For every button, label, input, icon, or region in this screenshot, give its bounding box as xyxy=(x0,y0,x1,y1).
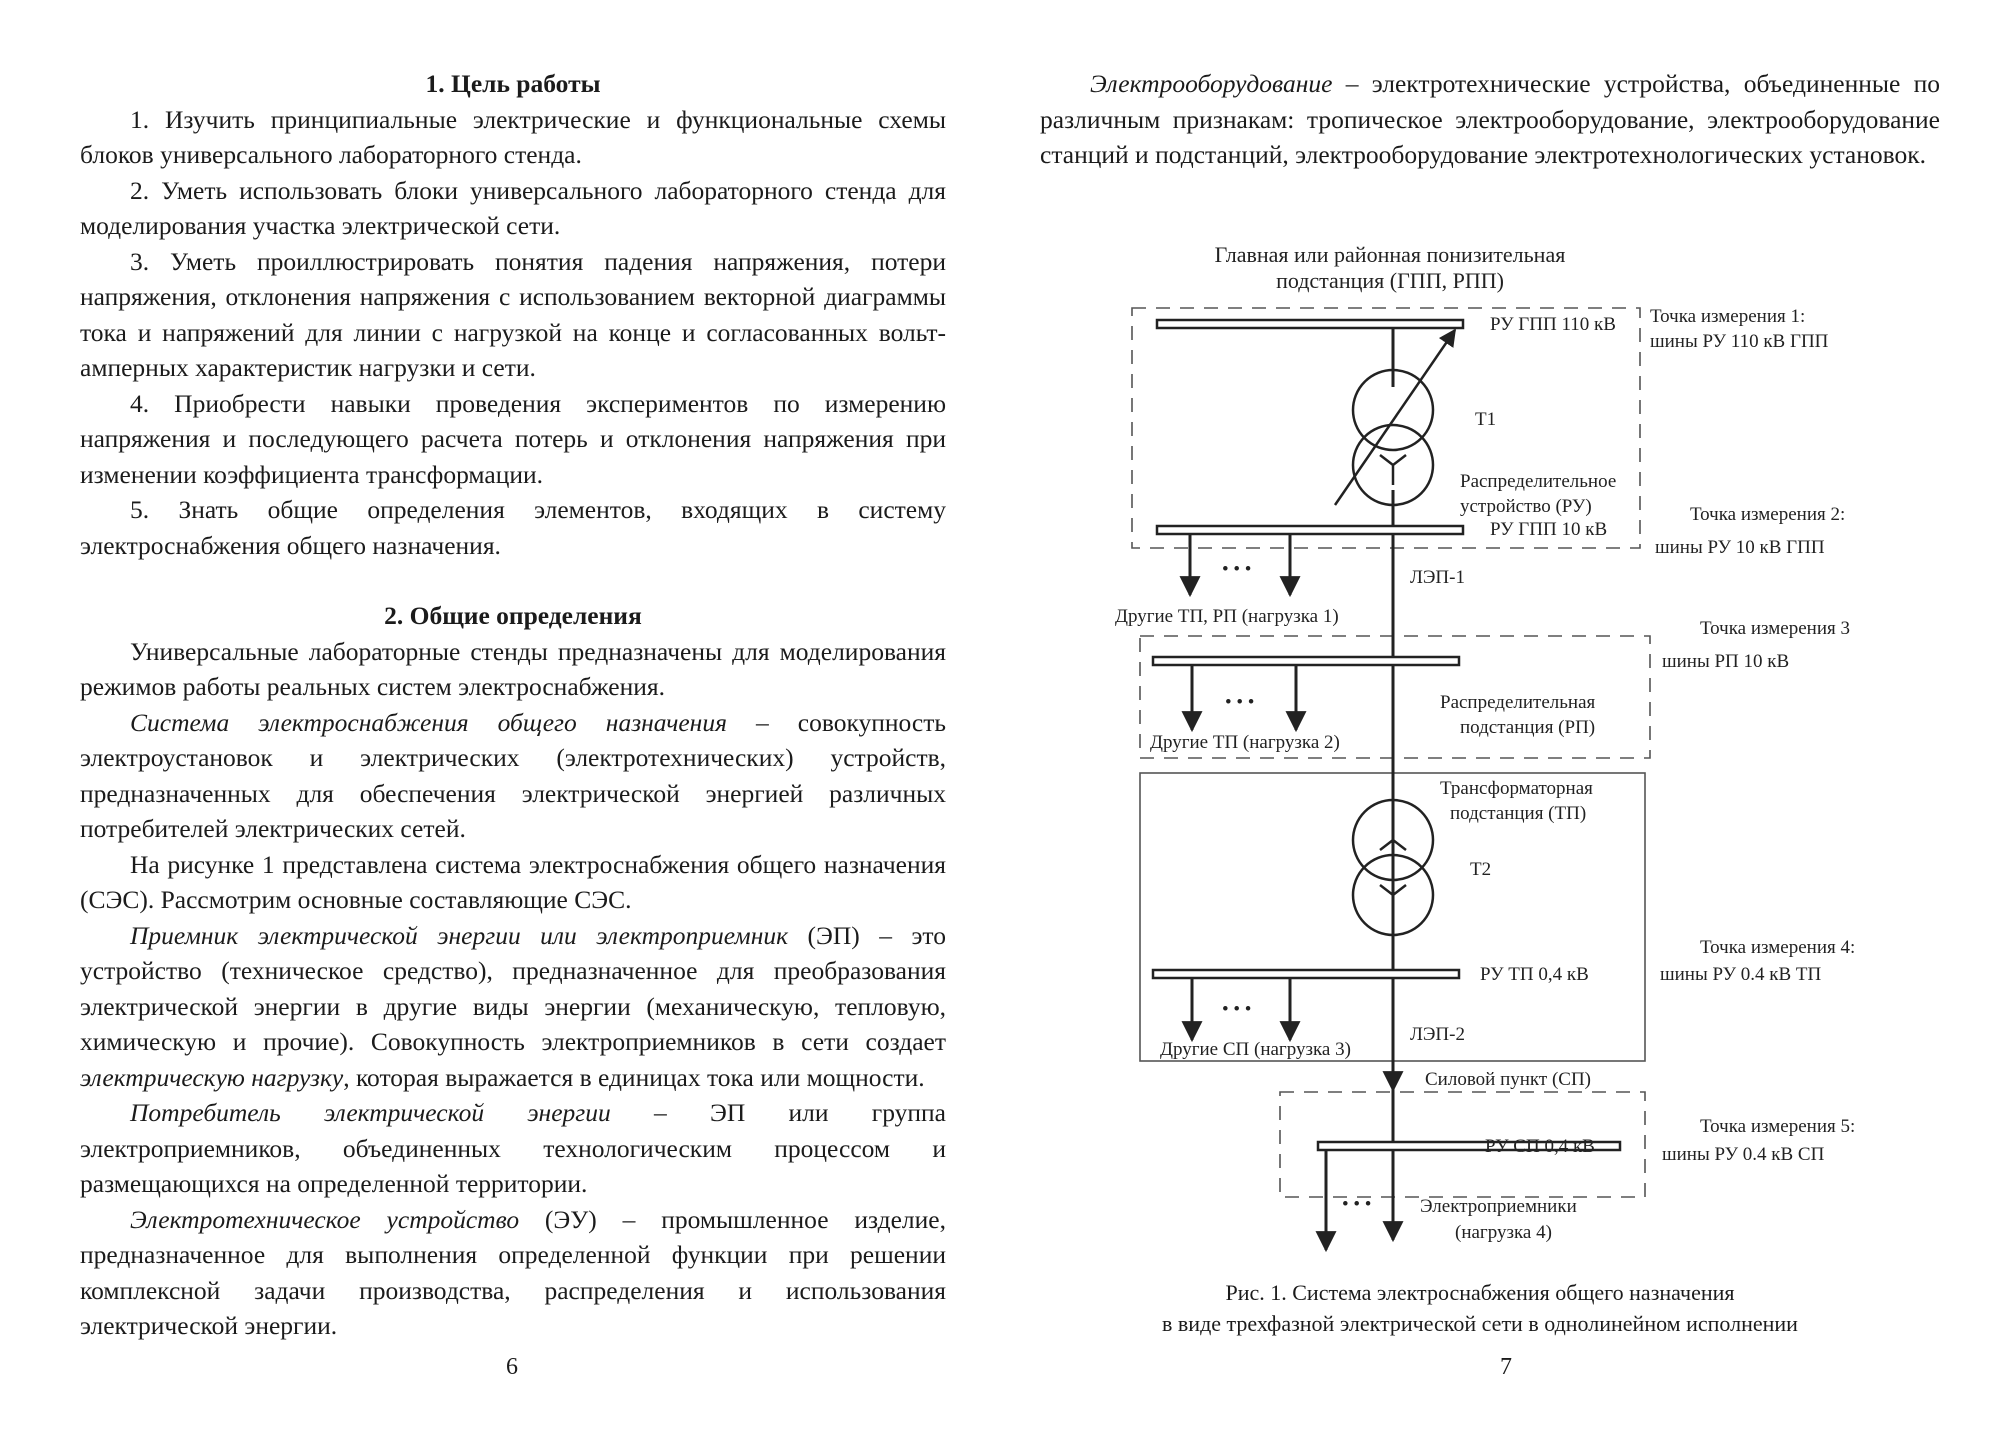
mp4-desc: шины РУ 0.4 кВ ТП xyxy=(1660,964,1822,985)
label-bus-gpp-110: РУ ГПП 110 кВ xyxy=(1490,314,1616,335)
label-t1: Т1 xyxy=(1475,409,1497,430)
bus-ru-tp-04 xyxy=(1153,970,1459,978)
mp2-title: Точка измерения 2: xyxy=(1690,504,1846,525)
transformer-t1 xyxy=(1335,330,1455,505)
para-equipment-text: – электротехнические устройства, объединенные по различным признакам: тропическое электрооборудование, электрооборудование станций и подстанций, электрооборудование электротехнологических установок. xyxy=(1040,69,1940,169)
label-tp-line2: подстанция (ТП) xyxy=(1450,803,1587,824)
label-bus-gpp-10: РУ ГПП 10 кВ xyxy=(1490,519,1608,540)
bus-ru-gpp-10 xyxy=(1157,526,1463,534)
term-electrical-load: электрическую нагрузку xyxy=(80,1062,344,1092)
label-rp-line2: подстанция (РП) xyxy=(1460,717,1596,738)
term-device: Электротехническое устройство xyxy=(130,1204,520,1234)
label-lep1: ЛЭП-1 xyxy=(1410,567,1465,588)
para-receiver-definition xyxy=(80,918,946,1096)
section-heading-definitions: 2. Общие определения xyxy=(384,601,642,630)
mp3-title: Точка измерения 3 xyxy=(1700,618,1850,639)
label-ru-line2: устройство (РУ) xyxy=(1460,496,1592,517)
para-device-text: (ЭУ) – промышленное изделие, предназначенное для выполнения определенной функции при решении комплексной задачи производства, распределения и использования электрической энергии. xyxy=(80,1204,946,1340)
goal-item-1: 1. Изучить принципиальные электрические и функциональные схемы блоков универсального лабораторного стенда. xyxy=(80,104,946,169)
dots-2: • • • xyxy=(1225,692,1255,713)
caption-line1: Рис. 1. Система электроснабжения общего назначения xyxy=(1225,1280,1735,1305)
dots-1: • • • xyxy=(1222,559,1252,580)
bus-rp-10 xyxy=(1153,657,1459,665)
para-device-definition xyxy=(80,1202,946,1344)
mp5-title: Точка измерения 5: xyxy=(1700,1116,1856,1137)
gpp-title-line2: подстанция (ГПП, РПП) xyxy=(1276,268,1504,293)
page-number-left: 6 xyxy=(506,1354,518,1380)
term-system: Система электроснабжения общего назначения xyxy=(130,707,727,737)
para-system-text: – совокупность электроустановок и электрических (электротехнических) устройств, предназначенных для обеспечения электрической энергией различных потребителей электрических сетей. xyxy=(80,707,947,843)
para-consumer-text: – ЭП или группа электроприемников, объединенных технологическим процессом и размещающихся на определенной территории. xyxy=(80,1098,946,1198)
goal-item-3: 3. Уметь проиллюстрировать понятия падения напряжения, потери напряжения, отклонения напряжения с использованием векторной диаграммы тока и напряжений для линии с нагрузкой на конце и согласованных вольт-амперных характеристик нагрузки и сети. xyxy=(80,246,946,382)
figure-caption xyxy=(1130,1277,1830,1339)
right-page xyxy=(1040,66,1940,173)
goal-item-5: 5. Знать общие определения элементов, входящих в систему электроснабжения общего назначения. xyxy=(80,495,946,560)
label-receivers-line1: Электроприемники xyxy=(1420,1196,1577,1217)
mp1-title: Точка измерения 1: xyxy=(1650,306,1806,327)
label-sp: Силовой пункт (СП) xyxy=(1425,1069,1591,1090)
page-number-right: 7 xyxy=(1500,1354,1512,1380)
dots-3: • • • xyxy=(1222,999,1252,1020)
label-lep2: ЛЭП-2 xyxy=(1410,1024,1465,1045)
para-system-definition xyxy=(80,705,946,847)
label-receivers-line2: (нагрузка 4) xyxy=(1455,1222,1552,1243)
mp5-desc: шины РУ 0.4 кВ СП xyxy=(1662,1144,1825,1165)
label-tp-line1: Трансформаторная xyxy=(1440,778,1593,799)
para-receiver-text-2: , которая выражается в единицах тока или мощности. xyxy=(343,1062,925,1092)
para-receiver-text-1: (ЭП) – это устройство (техническое средство), предназначенное для преобразования электрической энергии в другие виды энергии (механическую, тепловую, химическую и прочие). Совокупность электроприемников в сети создает xyxy=(80,920,946,1056)
mp1-desc: шины РУ 110 кВ ГПП xyxy=(1650,331,1829,352)
mp2-desc: шины РУ 10 кВ ГПП xyxy=(1655,537,1825,558)
term-equipment: Электрооборудование xyxy=(1090,69,1333,98)
para-consumer-definition xyxy=(80,1095,946,1202)
label-load1: Другие ТП, РП (нагрузка 1) xyxy=(1115,606,1339,627)
dots-4: • • • xyxy=(1342,1194,1372,1215)
mp3-desc: шины РП 10 кВ xyxy=(1662,651,1790,672)
caption-line2: в виде трехфазной электрической сети в однолинейном исполнении xyxy=(1162,1311,1798,1336)
para-figure-reference: На рисунке 1 представлена система электроснабжения общего назначения (СЭС). Рассмотрим основные составляющие СЭС. xyxy=(80,849,946,914)
gpp-title-line1: Главная или районная понизительная xyxy=(1214,242,1566,267)
goal-item-4: 4. Приобрести навыки проведения экспериментов по измерению напряжения и последующего расчета потерь и отклонения напряжения при изменении коэффициента трансформации. xyxy=(80,388,946,489)
mp4-title: Точка измерения 4: xyxy=(1700,937,1856,958)
label-t2: Т2 xyxy=(1470,859,1492,880)
left-page xyxy=(80,66,946,1344)
bus-ru-gpp-110 xyxy=(1157,320,1463,328)
term-consumer: Потребитель электрической энергии xyxy=(130,1098,611,1127)
label-bus-tp: РУ ТП 0,4 кВ xyxy=(1480,964,1589,985)
label-load2: Другие ТП (нагрузка 2) xyxy=(1150,732,1340,753)
label-load3: Другие СП (нагрузка 3) xyxy=(1160,1039,1351,1060)
goal-item-2: 2. Уметь использовать блоки универсального лабораторного стенда для моделирования участка электрической сети. xyxy=(80,175,946,240)
label-ru-line1: Распределительное xyxy=(1460,471,1617,492)
para-equipment-definition xyxy=(1040,66,1940,173)
para-intro: Универсальные лабораторные стенды предназначены для моделирования режимов работы реальных систем электроснабжения. xyxy=(80,636,946,701)
power-supply-diagram xyxy=(1080,235,1900,1275)
label-rp-line1: Распределительная xyxy=(1440,692,1596,713)
section-heading-goals: 1. Цель работы xyxy=(425,69,601,98)
label-bus-sp: РУ СП 0,4 кВ xyxy=(1485,1136,1595,1157)
term-receiver: Приемник электрической энергии или электроприемник xyxy=(130,920,789,950)
